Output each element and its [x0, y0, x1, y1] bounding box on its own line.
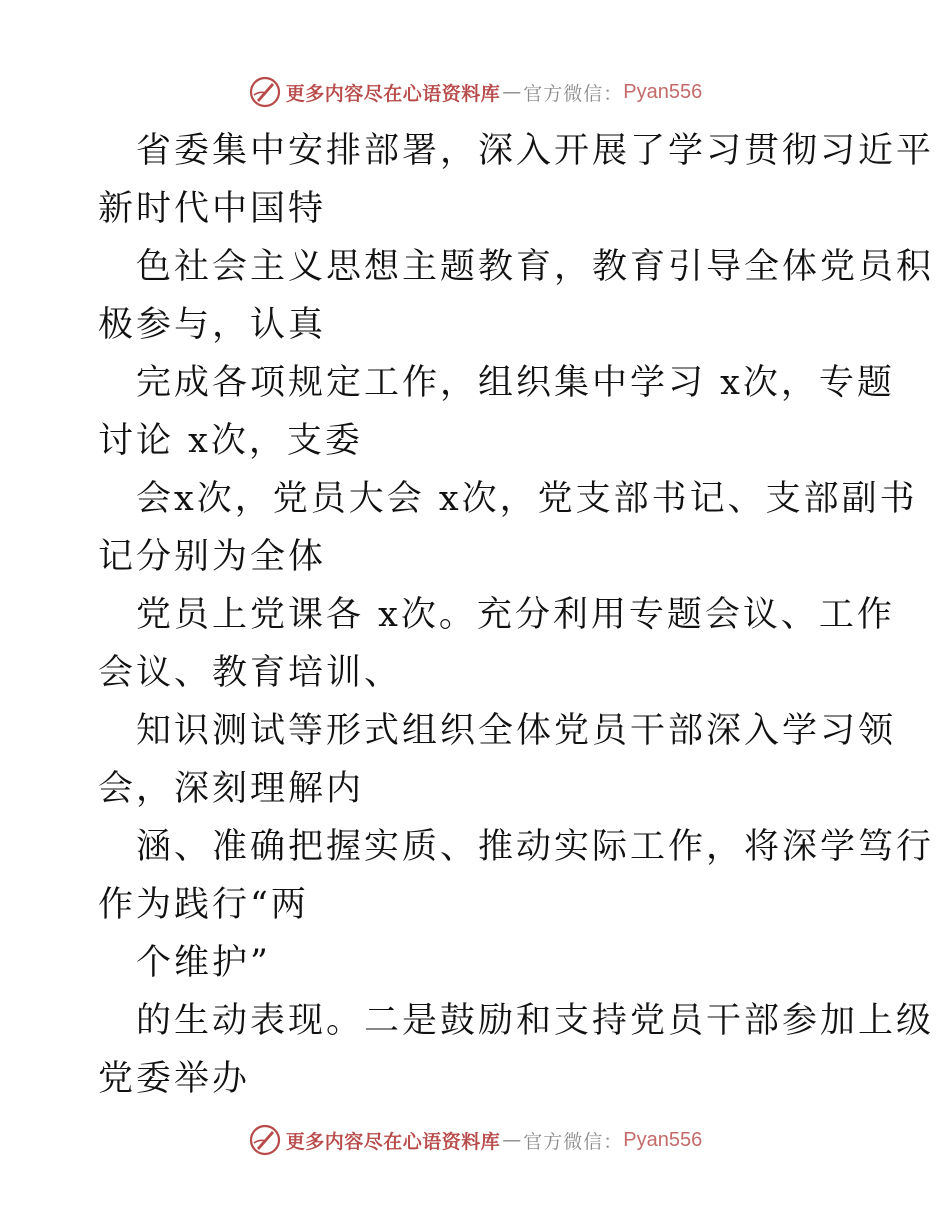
watermark-brand-text: 更多内容尽在心语资料库 [285, 82, 501, 105]
paragraph [98, 992, 935, 1108]
quill-logo-icon [248, 1123, 282, 1157]
paragraph-line: 知识测试等形式组织全体党员干部深入学习领 [136, 711, 897, 751]
paragraph-continuation: 新时代中国特 [98, 189, 327, 229]
paragraph [98, 122, 935, 238]
paragraph-continuation: 党委举办 [98, 1059, 251, 1099]
paragraph-continuation: 会议、教育培训、 [98, 653, 403, 693]
paragraph-line: 完成各项规定工作，组织集中学习 x次，专题 [136, 363, 895, 403]
paragraph [98, 354, 895, 470]
paragraph-continuation: 作为践行“两 [98, 885, 309, 925]
paragraph-line: 党员上党课各 x次。充分利用专题会议、工作 [136, 595, 895, 635]
paragraph-continuation: 讨论 x次，支委 [98, 421, 363, 461]
quill-logo-icon [248, 75, 282, 109]
paragraph-continuation: 会，深刻理解内 [98, 769, 365, 809]
paragraph-line: 的生动表现。二是鼓励和支持党员干部参加上级 [136, 1001, 935, 1041]
watermark-wechat-label: 官方微信： [523, 82, 624, 105]
paragraph [98, 238, 935, 354]
paragraph-continuation: 记分别为全体 [98, 537, 327, 577]
paragraph [98, 586, 895, 702]
paragraph-continuation: 极参与，认真 [98, 305, 327, 345]
paragraph [98, 818, 935, 934]
paragraph [98, 470, 918, 586]
paragraph-line: 个维护” [136, 943, 271, 983]
paragraph-line: 会x次，党员大会 x次，党支部书记、支部副书 [136, 479, 918, 519]
paragraph-line: 省委集中安排部署，深入开展了学习贯彻习近平 [136, 131, 935, 171]
paragraph [98, 702, 897, 818]
watermark-separator: — [502, 1129, 522, 1151]
paragraph-line: 色社会主义思想主题教育，教育引导全体党员积 [136, 247, 935, 287]
footer-watermark [0, 1118, 950, 1162]
document-body [98, 122, 935, 1108]
watermark-separator: — [502, 81, 522, 103]
header-watermark [0, 70, 950, 114]
paragraph [98, 934, 858, 992]
watermark-wechat-id: Pyan556 [623, 80, 703, 103]
watermark-wechat-id: Pyan556 [623, 1128, 703, 1151]
watermark-brand-text: 更多内容尽在心语资料库 [285, 1130, 501, 1153]
paragraph-line: 涵、准确把握实质、推动实际工作，将深学笃行 [136, 827, 935, 867]
watermark-wechat-label: 官方微信： [523, 1130, 624, 1153]
